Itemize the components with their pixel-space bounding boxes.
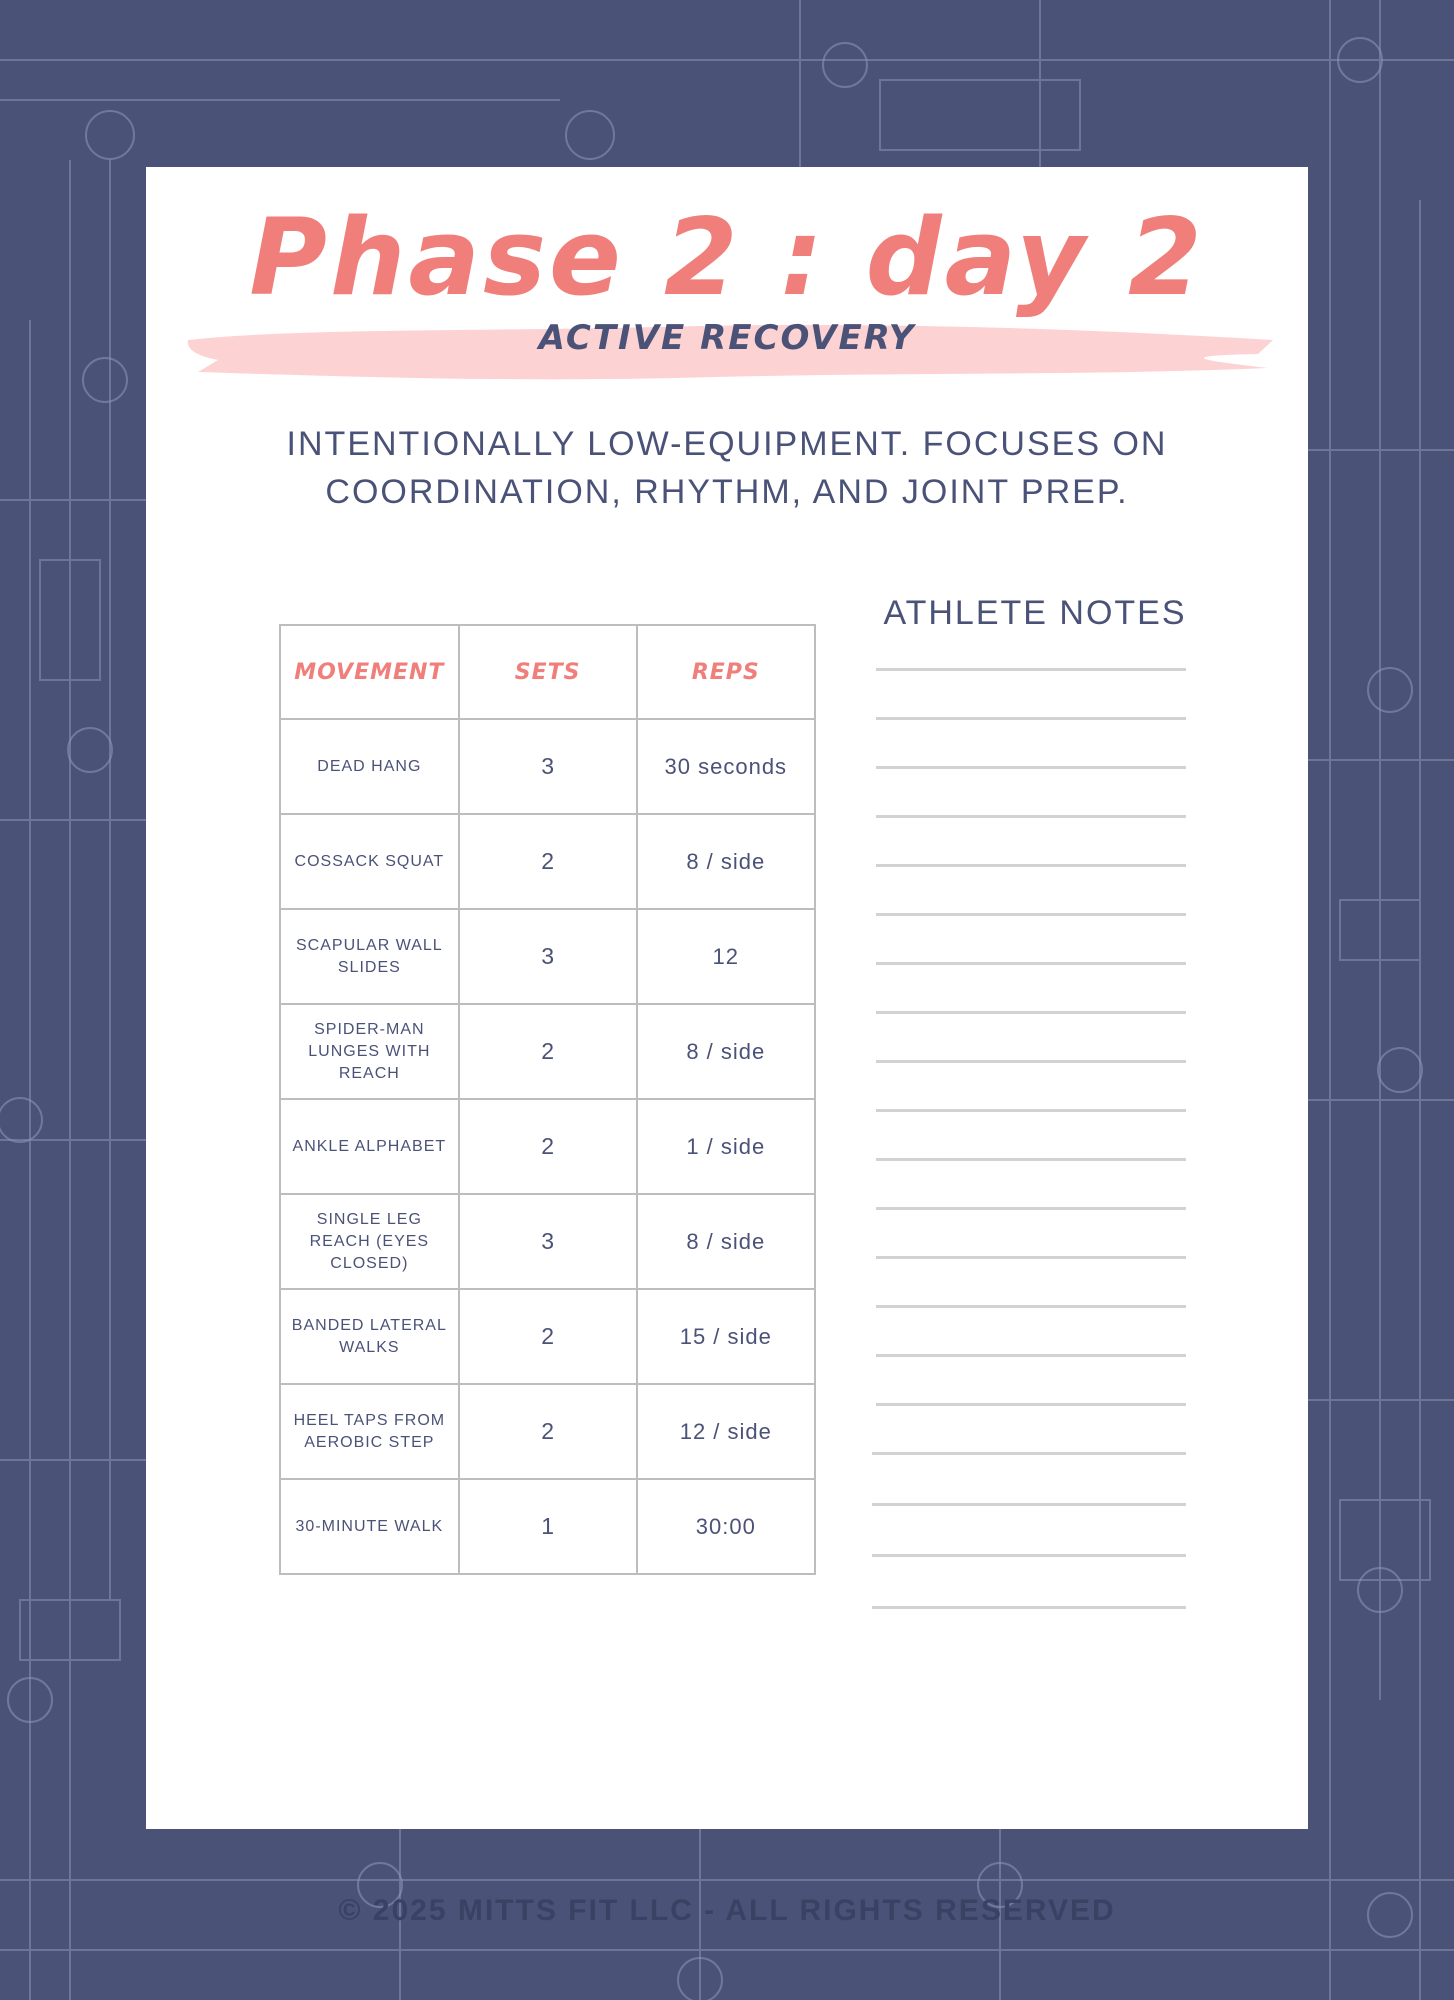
note-line (872, 1452, 1186, 1455)
note-line (876, 1256, 1186, 1259)
column-header-movement: MOVEMENT (280, 625, 459, 719)
sets-cell: 3 (459, 909, 637, 1004)
note-line (872, 1503, 1186, 1506)
table-row (280, 1479, 815, 1574)
page-title: Phase 2 : day 2 (249, 196, 1205, 319)
column-header-reps: REPS (637, 625, 815, 719)
movement-cell: SPIDER-MAN LUNGES WITH REACH (280, 1004, 459, 1099)
copyright-footer: © 2025 MITTS FIT LLC - ALL RIGHTS RESERVED (338, 1894, 1116, 1927)
reps-cell: 8 / side (637, 1194, 815, 1289)
note-line (876, 1403, 1186, 1406)
note-line (876, 962, 1186, 965)
reps-cell: 8 / side (637, 814, 815, 909)
table-row (280, 814, 815, 909)
note-line (876, 815, 1186, 818)
note-line (876, 913, 1186, 916)
table-row (280, 1289, 815, 1384)
reps-cell: 15 / side (637, 1289, 815, 1384)
table-row (280, 909, 815, 1004)
note-line (876, 864, 1186, 867)
note-line (876, 1060, 1186, 1063)
sets-cell: 2 (459, 1289, 637, 1384)
sets-cell: 1 (459, 1479, 637, 1574)
title-block (0, 196, 1454, 319)
note-line (876, 1305, 1186, 1308)
note-line (872, 1554, 1186, 1557)
note-line (876, 717, 1186, 720)
sets-cell: 2 (459, 1004, 637, 1099)
movement-cell: COSSACK SQUAT (280, 814, 459, 909)
movement-cell: ANKLE ALPHABET (280, 1099, 459, 1194)
sets-cell: 2 (459, 814, 637, 909)
table-row (280, 1004, 815, 1099)
movement-cell: 30-MINUTE WALK (280, 1479, 459, 1574)
movement-cell: DEAD HANG (280, 719, 459, 814)
note-line (876, 766, 1186, 769)
reps-cell: 30 seconds (637, 719, 815, 814)
table-row (280, 1384, 815, 1479)
movement-cell: HEEL TAPS FROM AEROBIC STEP (280, 1384, 459, 1479)
reps-cell: 1 / side (637, 1099, 815, 1194)
sets-cell: 2 (459, 1099, 637, 1194)
movement-cell: BANDED LATERAL WALKS (280, 1289, 459, 1384)
note-line (876, 1207, 1186, 1210)
column-header-sets: SETS (459, 625, 637, 719)
note-line (876, 1354, 1186, 1357)
workout-table (279, 624, 816, 1575)
reps-cell: 30:00 (637, 1479, 815, 1574)
page-subtitle: ACTIVE RECOVERY (538, 318, 916, 358)
sets-cell: 2 (459, 1384, 637, 1479)
sets-cell: 3 (459, 719, 637, 814)
athlete-notes-heading: ATHLETE NOTES (883, 594, 1187, 632)
intro-description: INTENTIONALLY LOW-EQUIPMENT. FOCUSES ON COORDINATION, RHYTHM, AND JOINT PREP. (286, 425, 1168, 511)
table-header-row (280, 625, 815, 719)
table-row (280, 719, 815, 814)
note-line (876, 1158, 1186, 1161)
reps-cell: 8 / side (637, 1004, 815, 1099)
sets-cell: 3 (459, 1194, 637, 1289)
reps-cell: 12 (637, 909, 815, 1004)
note-line (876, 668, 1186, 671)
table-row (280, 1194, 815, 1289)
note-line (872, 1606, 1186, 1609)
movement-cell: SINGLE LEG REACH (EYES CLOSED) (280, 1194, 459, 1289)
movement-cell: SCAPULAR WALL SLIDES (280, 909, 459, 1004)
table-row (280, 1099, 815, 1194)
note-line (876, 1011, 1186, 1014)
note-line (876, 1109, 1186, 1112)
reps-cell: 12 / side (637, 1384, 815, 1479)
